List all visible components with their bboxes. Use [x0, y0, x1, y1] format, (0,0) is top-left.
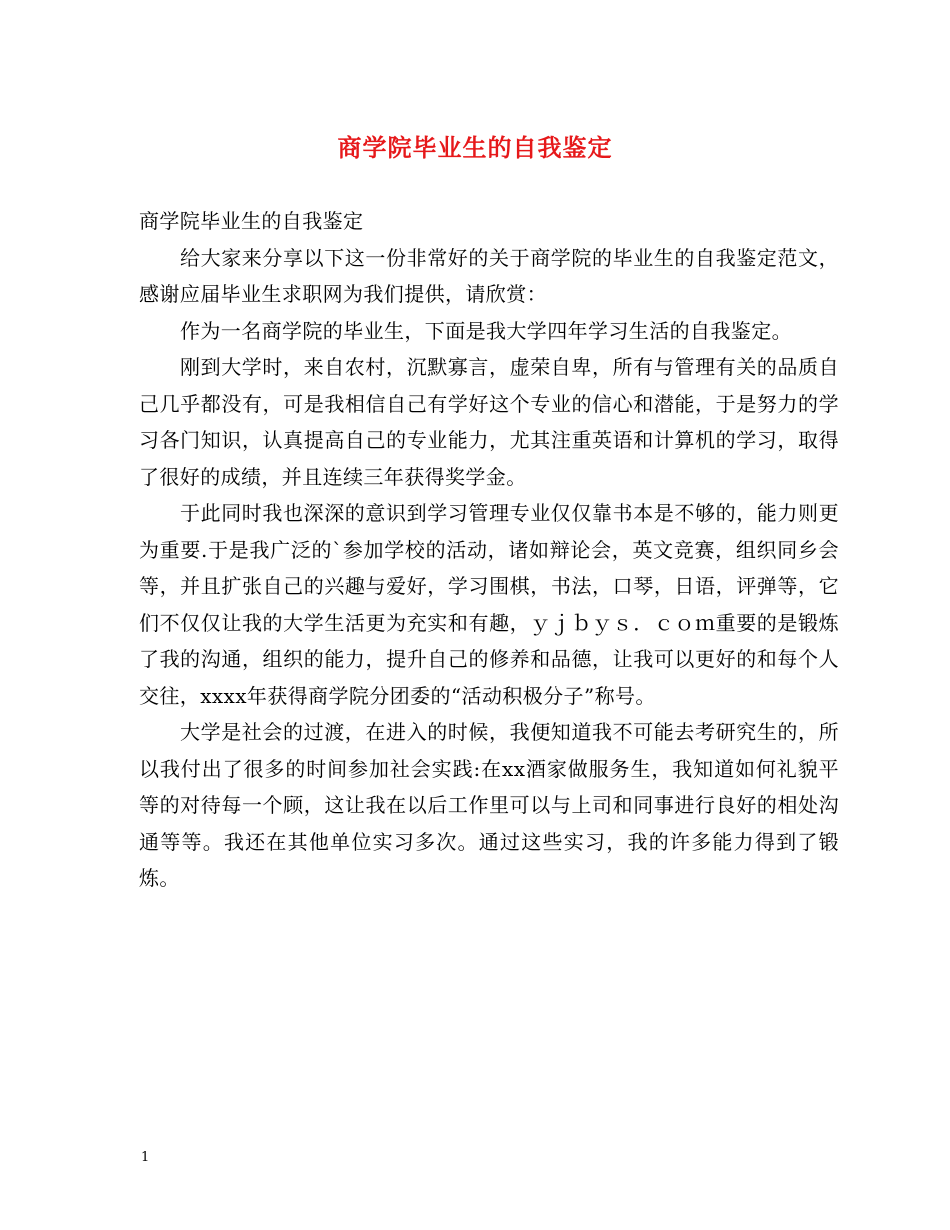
- paragraph-summary: 作为一名商学院的毕业生，下面是我大学四年学习生活的自我鉴定。: [180, 318, 792, 343]
- paragraph-intro: 给大家来分享以下这一份非常好的关于商学院的毕业生的自我鉴定范文，感谢应届毕业生求职网为我们提供，请欣赏：: [139, 245, 839, 306]
- paragraph-heading: 商学院毕业生的自我鉴定: [139, 209, 364, 233]
- document-body: [139, 203, 839, 897]
- page-number: 1: [141, 1150, 150, 1165]
- paragraph-activities: 于此同时我也深深的意识到学习管理专业仅仅靠书本是不够的，能力则更为重要.于是我广泛的`参加学校的活动，诸如辩论会，英文竞赛，组织同乡会等，并且扩张自己的兴趣与爱好，学习围棋，书法，口琴，日语，评弹等，它们不仅仅让我的大学生活更为充实和有趣，ｙｊｂｙｓ．ｃｏｍ重要的是锻炼了我的沟通，组织的能力，提升自己的修养和品德，让我可以更好的和每个人交往，xxxx年获得商学院分团委的“活动积极分子”称号。: [139, 501, 839, 708]
- paragraph-study: 刚到大学时，来自农村，沉默寡言，虚荣自卑，所有与管理有关的品质自己几乎都没有，可是我相信自己有学好这个专业的信心和潜能，于是努力的学习各门知识，认真提高自己的专业能力，尤其注重英语和计算机的学习，取得了很好的成绩，并且连续三年获得奖学金。: [139, 355, 839, 489]
- paragraph-practice: 大学是社会的过渡，在进入的时候，我便知道我不可能去考研究生的，所以我付出了很多的时间参加社会实践:在xx酒家做服务生，我知道如何礼貌平等的对待每一个顾，这让我在以后工作里可以与上司和同事进行良好的相处沟通等等。我还在其他单位实习多次。通过这些实习，我的许多能力得到了锻炼。: [139, 720, 839, 890]
- document-title: 商学院毕业生的自我鉴定: [337, 133, 613, 162]
